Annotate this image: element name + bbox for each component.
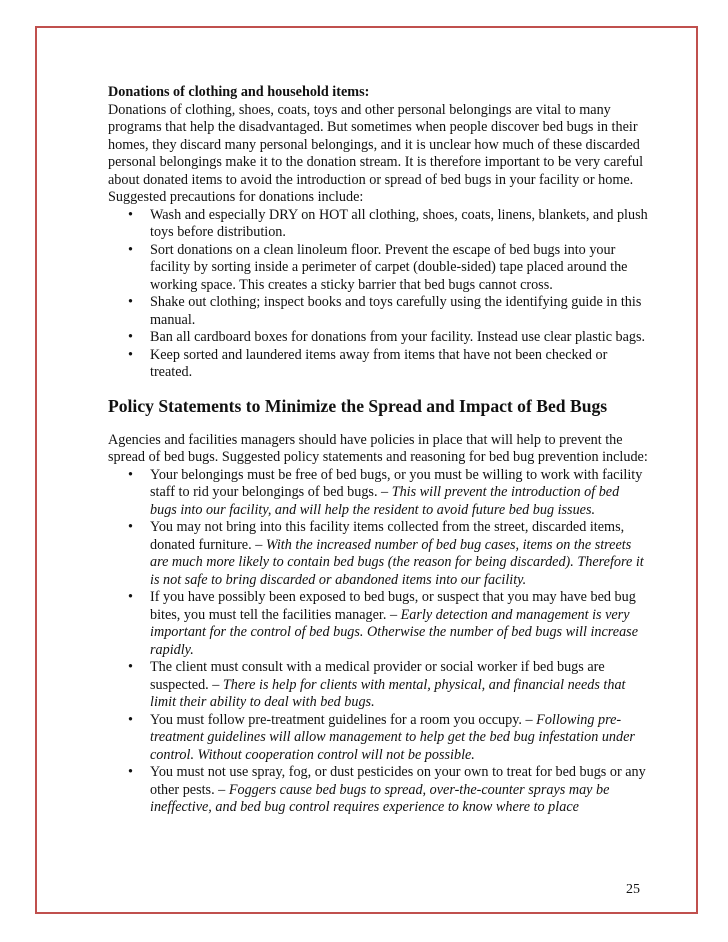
list-item <box>108 712 648 765</box>
list-item <box>108 764 648 817</box>
list-item <box>108 347 648 382</box>
bullet-icon: • <box>128 466 133 483</box>
policy-reason: – Early detection and management is very important for the control of bed bugs. Otherwise the number of bed bugs will increase rapidly. <box>150 606 638 658</box>
bullet-icon: • <box>128 206 133 223</box>
page-number: 25 <box>626 882 640 897</box>
policy-heading: Policy Statements to Minimize the Spread and Impact of Bed Bugs <box>108 395 608 416</box>
list-item <box>108 589 648 659</box>
bullet-icon: • <box>128 764 133 780</box>
bullet-icon: • <box>128 519 133 535</box>
page-content <box>108 84 648 817</box>
list-item <box>108 329 648 347</box>
policy-statement: You must not use spray, fog, or dust pesticides on your own to treat for bed bugs or any other pests. <box>150 764 646 798</box>
policy-statement: If you have possibly been exposed to bed bugs, or suspect that you may have bed bug bites, you must tell the facilities manager. <box>150 589 636 623</box>
list-item <box>108 242 648 295</box>
policy-reason: – With the increased number of bed bug cases, items on the streets are much more likely to contain bed bugs (the reason for being discarded). Therefore it is not safe to bring discarded or abandoned items into our facility. <box>150 536 644 588</box>
policy-reason: – Following pre-treatment guidelines will allow management to help get the bed bug infestation under control. Without cooperation control will not be possible. <box>150 711 635 763</box>
list-item <box>108 207 648 242</box>
bullet-icon: • <box>128 589 133 605</box>
list-item <box>108 294 648 329</box>
donations-heading: Donations of clothing and household items: <box>108 84 370 100</box>
bullet-icon: • <box>128 294 133 310</box>
policy-intro: Agencies and facilities managers should have policies in place that will help to prevent the spread of bed bugs. Suggested policy statements and reasoning for bed bug prevention include: <box>108 431 648 465</box>
list-item <box>108 467 648 520</box>
list-item-text: Wash and especially DRY on HOT all clothing, shoes, coats, linens, blankets, and plush toys before distribution. <box>150 206 648 240</box>
policy-statement: Your belongings must be free of bed bugs, or you must be willing to work with facility staff to rid your belongings of bed bugs. <box>150 466 643 500</box>
list-item-text: Ban all cardboard boxes for donations from your facility. Instead use clear plastic bags. <box>150 329 646 345</box>
bullet-icon: • <box>128 711 133 728</box>
list-item-text: Shake out clothing; inspect books and toys carefully using the identifying guide in this manual. <box>150 294 642 328</box>
list-item <box>108 659 648 712</box>
list-item-text: Keep sorted and laundered items away from items that have not been checked or treated. <box>150 346 608 380</box>
bullet-icon: • <box>128 329 133 345</box>
policy-reason: – There is help for clients with mental, physical, and financial needs that limit their ability to deal with bed bugs. <box>150 676 626 710</box>
policy-list <box>108 467 648 817</box>
list-item-text: Sort donations on a clean linoleum floor. Prevent the escape of bed bugs into your facility by sorting inside a perimeter of carpet (double-sided) tape placed around the working space. This creates a sticky barrier that bed bugs cannot cross. <box>150 241 628 293</box>
bullet-icon: • <box>128 659 133 675</box>
donations-list <box>108 207 648 382</box>
policy-statement: You must follow pre-treatment guidelines for a room you occupy. <box>150 711 526 728</box>
bullet-icon: • <box>128 346 133 363</box>
policy-statement: The client must consult with a medical provider or social worker if bed bugs are suspected. <box>150 659 605 693</box>
donations-section <box>108 84 648 207</box>
policy-reason: – Foggers cause bed bugs to spread, over-the-counter sprays may be ineffective, and bed bug control requires experience to know where to place <box>150 781 610 815</box>
bullet-icon: • <box>128 241 133 258</box>
donations-intro: Donations of clothing, shoes, coats, toys and other personal belongings are vital to many programs that help the disadvantaged. But sometimes when people discover bed bugs in their homes, they discard many personal belongings, and it is unclear how much of these discarded personal belongings make it to the donation stream. It is therefore important to be very careful about donated items to avoid the introduction or spread of bed bugs in your facility or home. Suggested precautions for donations include: <box>108 101 644 205</box>
list-item <box>108 519 648 589</box>
policy-reason: – This will prevent the introduction of bed bugs into our facility, and will help the resident to avoid future bed bug issues. <box>150 484 620 518</box>
policy-statement: You may not bring into this facility items collected from the street, discarded items, donated furniture. <box>150 519 625 553</box>
